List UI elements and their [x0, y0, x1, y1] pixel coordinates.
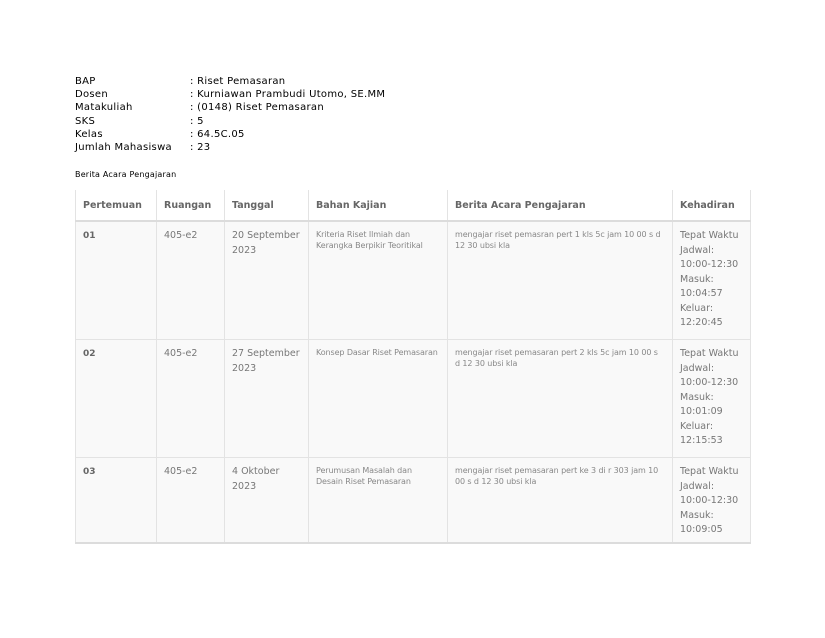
kehadiran-label: Jadwal: — [680, 480, 715, 492]
kehadiran-status: Tepat Waktu — [680, 348, 739, 359]
info-label: Kelas — [75, 128, 103, 140]
kehadiran-label: Masuk: — [680, 391, 714, 403]
table-row — [76, 221, 751, 340]
kehadiran-label: Keluar: — [680, 302, 714, 314]
info-label: BAP — [75, 76, 96, 87]
kehadiran-label: Masuk: — [680, 273, 714, 285]
cell-tanggal: 20 September 2023 — [225, 221, 309, 340]
table-row — [76, 458, 751, 544]
cell-ruangan: 405-e2 — [157, 340, 225, 458]
cell-kehadiran — [673, 340, 751, 458]
info-label: Dosen — [75, 89, 109, 101]
cell-bahan-kajian: Kriteria Riset Ilmiah dan Kerangka Berpikir Teoritikal — [309, 221, 448, 340]
cell-ruangan: 405-e2 — [157, 221, 225, 340]
cell-tanggal: 27 September 2023 — [225, 340, 309, 458]
bap-table — [75, 190, 751, 544]
info-value: : (0148) Riset Pemasaran — [190, 102, 324, 114]
info-value: : 64.5C.05 — [190, 128, 245, 140]
cell-tanggal: 4 Oktober 2023 — [225, 458, 309, 544]
kehadiran-value: 10:00-12:30 — [680, 495, 739, 506]
kehadiran-value: 10:04:57 — [680, 288, 723, 299]
info-value: : 23 — [190, 141, 211, 153]
column-header-kehadiran: Kehadiran — [673, 190, 751, 221]
info-value: : Riset Pemasaran — [190, 76, 286, 87]
cell-bahan-kajian: Konsep Dasar Riset Pemasaran — [309, 340, 448, 458]
column-header-tanggal: Tanggal — [225, 190, 309, 221]
kehadiran-value: 10:01:09 — [680, 406, 723, 417]
info-label: SKS — [75, 115, 96, 127]
kehadiran-label: Jadwal: — [680, 362, 715, 374]
column-header-pertemuan: Pertemuan — [76, 190, 157, 221]
column-header-bahan-kajian: Bahan Kajian — [309, 190, 448, 221]
cell-berita-acara: mengajar riset pemasran pert 1 kls 5c jam 10 00 s d 12 30 ubsi kla — [448, 221, 673, 340]
cell-pertemuan: 03 — [76, 458, 157, 544]
kehadiran-label: Jadwal: — [680, 244, 715, 256]
kehadiran-value: 10:00-12:30 — [680, 259, 739, 270]
kehadiran-value: 10:09:05 — [680, 524, 723, 535]
cell-pertemuan: 02 — [76, 340, 157, 458]
section-title: Berita Acara Pengajaran — [75, 170, 177, 179]
kehadiran-label: Keluar: — [680, 420, 714, 432]
table-row — [76, 340, 751, 458]
kehadiran-value: 12:15:53 — [680, 435, 723, 446]
table-header-row — [76, 190, 751, 221]
cell-berita-acara: mengajar riset pemasaran pert 2 kls 5c jam 10 00 s d 12 30 ubsi kla — [448, 340, 673, 458]
kehadiran-value: 12:20:45 — [680, 317, 723, 328]
info-value: : 5 — [190, 115, 204, 127]
kehadiran-status: Tepat Waktu — [680, 230, 739, 241]
cell-kehadiran — [673, 221, 751, 340]
cell-ruangan: 405-e2 — [157, 458, 225, 544]
column-header-berita-acara: Berita Acara Pengajaran — [448, 190, 673, 221]
info-label: Jumlah Mahasiswa — [75, 141, 172, 153]
cell-kehadiran — [673, 458, 751, 544]
kehadiran-label: Masuk: — [680, 509, 714, 521]
cell-pertemuan: 01 — [76, 221, 157, 340]
info-label: Matakuliah — [75, 102, 133, 114]
kehadiran-value: 10:00-12:30 — [680, 377, 739, 388]
column-header-ruangan: Ruangan — [157, 190, 225, 221]
info-value: : Kurniawan Prambudi Utomo, SE.MM — [190, 89, 386, 101]
kehadiran-status: Tepat Waktu — [680, 466, 739, 477]
cell-bahan-kajian: Perumusan Masalah dan Desain Riset Pemasaran — [309, 458, 448, 544]
cell-berita-acara: mengajar riset pemasaran pert ke 3 di r 303 jam 10 00 s d 12 30 ubsi kla — [448, 458, 673, 544]
